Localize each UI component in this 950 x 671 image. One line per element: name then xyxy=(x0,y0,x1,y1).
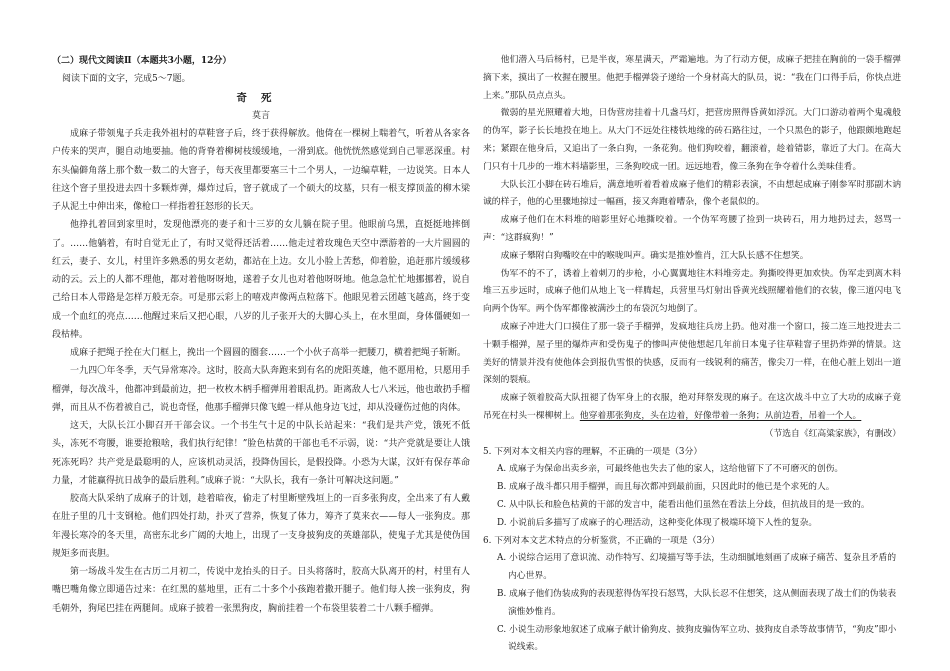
article-paragraph: 微弱的星光照耀着大地，日伪营房挂着十几盏马灯，把营房照得昏黄如浮沉。大门口游动着两个鬼魂般的伪军，影子长长地投在地上。从大门不远处往楼铁地缘的砖石路往过，一个只黑色的影子，他跟颇地跑起来；紧跟在他身后，又追出了一条白狗，一条花狗。他们狗咬着，翻滚着，趁着错影，靠近了大门。在高大门只有十几步的一堆木料墙影里，三条狗咬成一团。远远地看，像三条狗在争夺着什么美味佳肴。 xyxy=(483,108,901,172)
article-paragraph: 他挣扎着回到家里时，发现他漂亮的妻子和十三岁的女儿躺在院子里。他眼前乌黑，直挺挺地摔倒了。……他躺着，有时自觉无止了，有时又觉得还活着……他走过着玫瑰色天空中漂游着的一大片圆圆的红云，妻子、女儿，村里许多熟悉的男女老幼，都站在上边。女儿小脸上苦愁，仰着脸，追赶那片缓缓移动的云。云上的人都不理他，都对着他呀呀地，遂着子女儿也对着他呀呀地。他急急忙忙地挪挪着，说自己给日本人带路是怎样万般无奈。可是那云彩上的嘻戏声像两点粒落下。他眼见着云团越飞越高，终于变成一个血红的亮点……他醒过来后又把心眼，八岁的儿子张开大的大脚心头上，在水里面，身体僵硬如一段枯棒。 xyxy=(52,220,470,340)
article-paragraph: 胶高大队采纳了成麻子的计划，趁着暗夜，偷走了村里断壁残垣上的一百多张狗皮，全出来了有人戴在肚子里的几十支钢枪。他们四处打劫，扑灭了营养，恢复了体力，筹齐了莫来衣——每人一张狗皮。那年漫长寒冷的冬天里，高密东北乡广阔的大地上，出现了一支身披狗皮的英雄部队，使鬼子尤其是使伪国规矩多而丧胆。 xyxy=(52,494,470,559)
article-paragraph: 成麻子攀附白狗嘴咬在中的喉咙叫声。确实是推妙惟肖，江大队长感不住想笑。 xyxy=(500,250,809,261)
underlined-sentence: 他穿着那张狗皮，头在边着，好像带着一条狗；从前边看，吊着一个人。 xyxy=(579,410,862,421)
article-paragraph: 第一场战斗发生在古历二月初二，传说中龙抬头的日子。日头将落时，胶高大队离开的村，村里有人嘴巴嘴角像立即通告过来：在红黑的墓地里，正有二十多个小孩跑着撒开腿子。他们每人挨一张狗皮，狗毛朝外，狗尾巴挂在两腿间。成麻子披着一张黑狗皮，胸前挂着一个布袋里装着二十八颗手榴弹。 xyxy=(52,567,470,614)
question-6-option-b: B. 成麻子他们伪装成狗的表现惹得伪军投石怒骂，大队长忍不住想笑，这从侧面表现了战士们的伪装表演惟妙惟肖。 xyxy=(497,588,897,617)
question-5-option-b: B. 成麻子战斗都只用手榴弹，而且每次都冲到最前面，只因此时的他已是个求死的人。 xyxy=(497,482,835,493)
article-author: 莫言 xyxy=(251,110,270,121)
section-instruction: 阅读下面的文字，完成5～7题。 xyxy=(62,74,191,85)
final-paragraph-text: 成麻子领着胶高大队扭褪了伪军身上的衣服，绝对拜祭发现的麻子。在这次战斗中立了大功的成麻子竟吊死在村头一棵柳树上。 xyxy=(483,393,901,421)
article-paragraph: 成麻子把绳子拴在大门框上，挽出一个圆圆的圈套……一个小伙子高举一把腰刀，横着把绳子斩断。 xyxy=(70,348,467,358)
article-paragraph: 他们潜入马后杨村，已是半夜，寒星满天，严霜遍地。为了行动方便，成麻子把挂在胸前的一袋手榴弹摘下来，摸出了一枚握在腰里。他把手榴弹袋子递给一个身材高大的队员，说：“我在门口得手后，你快点进上来。”那队员点点头。 xyxy=(483,55,901,101)
article-title: 奇死 xyxy=(236,91,286,104)
left-column xyxy=(52,52,470,618)
article-paragraph: 成麻子冲进大门口摸住了那一袋子手榴弹，发疯地往兵房上扔。他对准一个窗口，接二连三地投进去二十颗手榴弹，屋子里的爆炸声和受伤鬼子的惨叫声使他想起几年前日本鬼子往草鞋窨子里扔炸弹的情景。这美好的情景并没有使他体会到报仇雪恨的快感，反而有一线锐利的痛苦，像尖刀一样，在他心脏上划出一道深刻的裂痕。 xyxy=(483,321,901,386)
question-5-stem: 5. 下列对本文相关内容的理解，不正确的一项是（3分） xyxy=(483,446,703,457)
question-6-stem: 6. 下列对本文艺术特点的分析鉴赏，不正确的一项是（3分） xyxy=(483,535,720,546)
article-paragraph: 一九四〇年冬季，天气异常寒冷。这时，胶高大队奔跑来到有名的虎阳英雄，他不愿用枪，只愿用手榴弹，每次战斗，他都冲到最前边，把一枚枚木柄手榴弹用着眼乱扔。距离敌人七八米远，他也敢扔手榴弹，而且从不伤着被自己，说也奇怪，他那手榴弹只像飞蝗一样从他身边飞过，却从没碰伤过他的肉体。 xyxy=(52,366,470,413)
right-column xyxy=(483,52,901,657)
article-source: （节选自《红高粱家族》，有删改） xyxy=(764,428,901,439)
question-5-option-c: C. 从中队长和脸色枯黄的干部的发言中，能看出他们虽然在看法上分歧，但抗战目的是一致的。 xyxy=(497,499,870,510)
section-title: （二）现代文阅读Ⅱ（本题共3小题，12分） xyxy=(52,56,232,66)
article-paragraph: 成麻子他们在木料堆的暗影里好心地撕咬着。一个伪军弯腰了捡到一块砖石，用力地扔过去，怒骂一声：“这群疯狗！” xyxy=(483,215,901,243)
article-final-paragraph xyxy=(483,390,901,426)
article-paragraph: 成麻子带领鬼子兵走我外祖村的草鞋窨子后，终于获得解放。他倚在一棵树上喘着气，听着从各家各户传来的哭声，腿自动地要抽。他的背脊着柳树枝缓缓地，一滑到底。他恍恍然感觉到自己罪恶深重。村东头偏僻角落上那个数一数二的大窨子，每天夜里都要塞三十二个男人，一边编草鞋，一边说笑。日本人往这个窨子里投进去四十多颗炸弹，爆炸过后，窨子就成了一个硕大的坟墓，只有一根支撑顶盖的柳木梁子从泥土中伸出来，像枪口一样指着狂怒形的长天。 xyxy=(52,129,470,212)
question-5-option-a: A. 成麻子为保命出卖乡亲，可最终他也失去了他的家人，这给他留下了不可磨灭的创伤。 xyxy=(497,464,844,475)
question-6-option-a: A. 小说综合运用了意识流、动作特写、幻境描写等手法，生动细腻地刻画了成麻子痛苦、复杂且矛盾的内心世界。 xyxy=(497,553,897,582)
article-paragraph: 伪军不的不了，诱着上着刺刀的步枪，小心翼翼地往木料堆旁走。狗撕咬得更加欢快。伪军走到离木料堆三五步远时，成麻子他们从地上飞一样腾起，兵营里马灯射出昏黄光线照耀着他们的衣装，像三道闪电飞向两个伪军。两个伪军都像被满沙土的布袋沉匀地倒了。 xyxy=(483,268,901,315)
question-6-option-c: C. 小说生动形象地叙述了成麻子献计偷狗皮、披狗皮骗伪军立功、披狗皮自杀等故事情节，“狗皮”即小说线索。 xyxy=(497,624,897,653)
article-paragraph: 大队长江小脚在砖石堆后，满意地听着看着成麻子他们的精彩表演，不由想起成麻子刚参军时那副木讷诚的样子，他的心里骤地掠过一幅画，接又奔跑着嘈杂，像个老鼠似的。 xyxy=(483,179,901,208)
article-paragraph: 这天，大队长江小脚召开干部会议。一个书生气十足的中队长站起来：“我们是共产党，饿死不低头，冻死不弯腰，谁要抢粮啥，我们执行纪律！”脸色枯黄的干部也毛不示弱，说：“共产党就是要让人饿死冻死吗？共产党是最聪明的人，应该机动灵活，投降伪国长，是假投降。小恐为大谋，汉奸有保存革命力量，才能赢得抗日战争的最后胜利。”成麻子说：“大队长，我有一条计可解决这问题。” xyxy=(52,421,470,486)
question-5-option-d: D. 小说前后多描写了成麻子的心理活动，这种变化体现了极端环境下人性的复杂。 xyxy=(497,517,818,528)
